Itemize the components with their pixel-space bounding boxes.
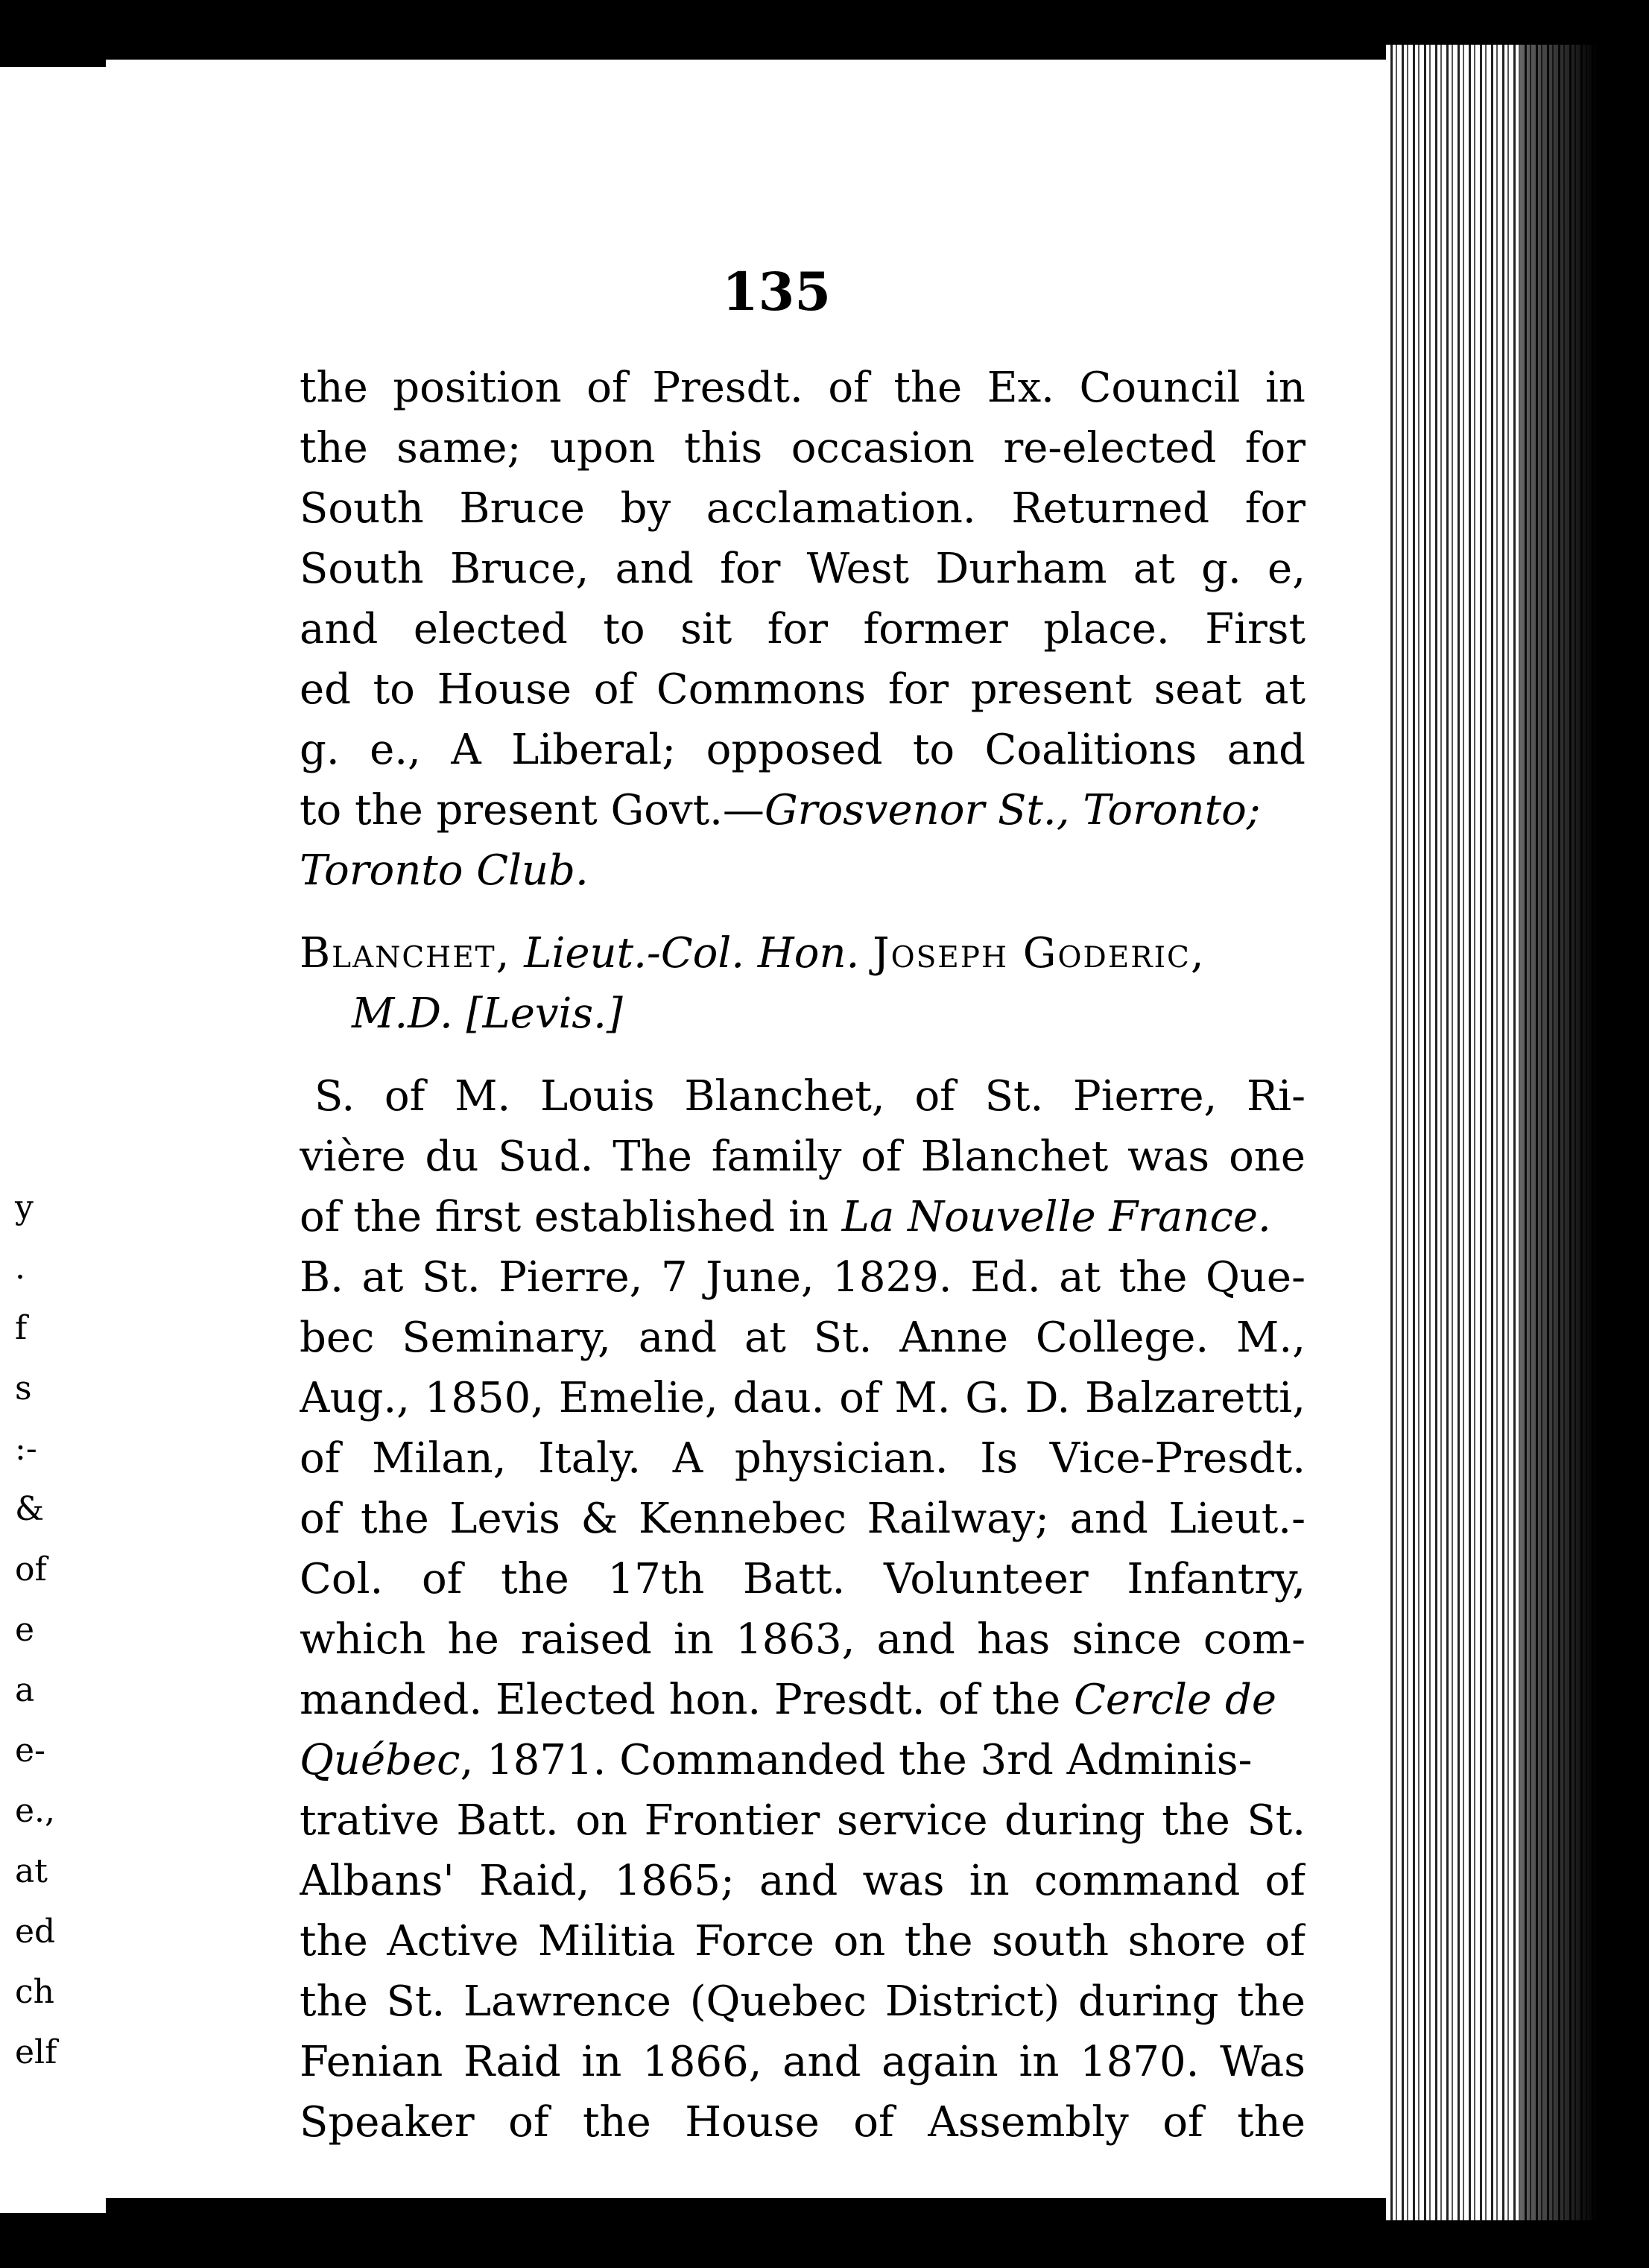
text-line [300, 1670, 1305, 1730]
text-line: S. of M. Louis Blanchet, of St. Pierre, Ri- [314, 1072, 1305, 1121]
fragment: y [15, 1188, 34, 1226]
text-line: South Bruce by acclamation. Returned for [300, 484, 1305, 533]
entry-gap [300, 901, 1305, 923]
text-line: Albans' Raid, 1865; and was in command of [300, 1857, 1305, 1905]
text-line: B. at St. Pierre, 7 June, 1829. Ed. at the Que- [300, 1253, 1305, 1302]
text-run: to the present Govt.— [300, 786, 765, 834]
italic-phrase: Québec [300, 1736, 460, 1784]
entry-degree: M.D. [352, 989, 453, 1038]
text-line: bec Seminary, and at St. Anne College. M., [300, 1314, 1305, 1362]
text-line [300, 840, 1305, 901]
text-line: Speaker of the House of Assembly of the [300, 2098, 1305, 2147]
fragment: & [15, 1490, 45, 1528]
entry-title: Lieut.-Col. Hon. [524, 929, 860, 978]
text-line [300, 1730, 1305, 1790]
entry-surname: Blanchet, [300, 929, 511, 978]
text-line: g. e., A Liberal; opposed to Coalitions and [300, 726, 1305, 774]
fragment: at [15, 1852, 48, 1890]
fragment: f [15, 1309, 28, 1347]
fragment: :- [15, 1430, 37, 1468]
fragment: ch [15, 1973, 54, 2011]
fragment: s [15, 1369, 32, 1407]
text-line [300, 1187, 1305, 1247]
address-club: Toronto Club. [300, 846, 589, 895]
text-run: manded. Elected hon. Presdt. of the [300, 1676, 1074, 1724]
fragment: . [15, 1249, 25, 1287]
address-city: Toronto; [1083, 786, 1261, 834]
left-page-fragments [15, 1177, 97, 2082]
text-line: Col. of the 17th Batt. Volunteer Infantry, [300, 1555, 1305, 1603]
text-line: the position of Presdt. of the Ex. Council in [300, 364, 1305, 412]
page-text [300, 358, 1305, 2153]
entry-heading-second-line [300, 983, 1305, 1044]
text-line: vière du Sud. The family of Blanchet was one [300, 1133, 1305, 1181]
page-number: 135 [721, 261, 832, 323]
fragment: ed [15, 1913, 56, 1951]
text-line: ed to House of Commons for present seat at [300, 665, 1305, 714]
entry-heading [300, 923, 1305, 983]
fragment: elf [15, 2033, 57, 2071]
fragment: a [15, 1671, 35, 1709]
fragment: of [15, 1550, 47, 1588]
fragment: e- [15, 1732, 45, 1770]
text-line: Aug., 1850, Emelie, dau. of M. G. D. Balzaretti, [300, 1374, 1305, 1422]
text-line: which he raised in 1863, and has since com- [300, 1615, 1305, 1664]
text-line: South Bruce, and for West Durham at g. e, [300, 545, 1305, 593]
fragment: e., [15, 1792, 56, 1830]
entry-gap [300, 1044, 1305, 1066]
text-line: trative Batt. on Frontier service during the St. [300, 1796, 1305, 1845]
page-fore-edge-shadow [1520, 45, 1649, 2220]
address-street: Grosvenor St., [764, 786, 1070, 834]
text-line: of the Levis & Kennebec Railway; and Lieut.- [300, 1495, 1305, 1543]
italic-phrase: Cercle de [1074, 1676, 1277, 1724]
entry-riding: [Levis.] [466, 989, 623, 1038]
fragment: e [15, 1611, 35, 1649]
text-run: , 1871. Commanded the 3rd Adminis- [460, 1736, 1253, 1784]
book-page [106, 60, 1432, 2198]
italic-phrase: La Nouvelle France. [841, 1193, 1271, 1241]
text-line: the Active Militia Force on the south shore of [300, 1917, 1305, 1966]
text-line: Fenian Raid in 1866, and again in 1870. Was [300, 2038, 1305, 2086]
text-line [300, 780, 1305, 840]
text-line: of Milan, Italy. A physician. Is Vice-Presdt. [300, 1434, 1305, 1483]
text-line: the St. Lawrence (Quebec District) during the [300, 1977, 1305, 2026]
text-run: of the first established in [300, 1193, 842, 1241]
text-line: and elected to sit for former place. First [300, 605, 1305, 653]
entry-given-names: Joseph Goderic, [873, 929, 1206, 978]
text-line: the same; upon this occasion re-elected for [300, 424, 1305, 472]
